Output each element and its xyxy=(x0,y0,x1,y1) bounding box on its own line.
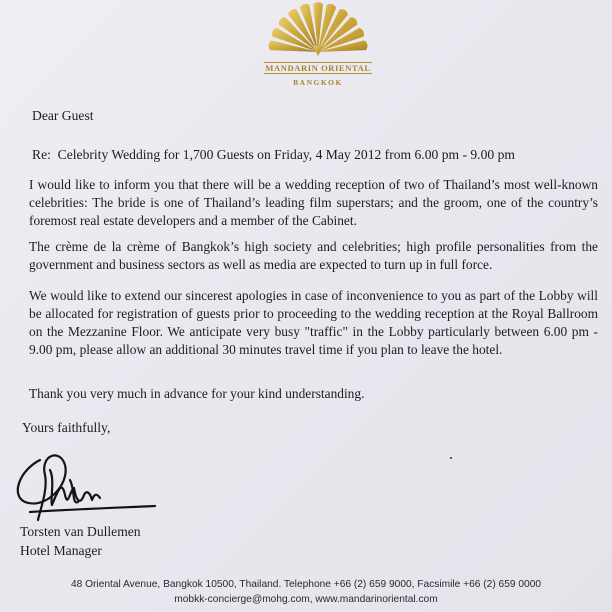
closing: Yours faithfully, xyxy=(22,420,111,435)
paragraph-2: The crème de la crème of Bangkok’s high society and celebrities; high profile personalities from the government and business sectors as well as media are expected to turn up in full force. xyxy=(29,239,598,272)
footer-contact: mobkk-concierge@mohg.com, www.mandarinoriental.com xyxy=(174,594,438,605)
subject-line: Re: Celebrity Wedding for 1,700 Guests on Friday, 4 May 2012 from 6.00 pm - 9.00 pm xyxy=(32,147,515,162)
footer-address: 48 Oriental Avenue, Bangkok 10500, Thailand. Telephone +66 (2) 659 9000, Facsimile +66 (2) 659 0000 xyxy=(70,579,542,590)
signer-name: Torsten van Dullemen xyxy=(20,524,141,539)
brand-name: MANDARIN ORIENTAL xyxy=(265,63,371,73)
paragraph-1: I would like to inform you that there will be a wedding reception of two of Thailand’s most well-known celebrities: The bride is one of Thailand’s leading film superstars; and the groom, one of the country’s foremost real estate developers and a member of the Cabinet. xyxy=(29,177,598,228)
ink-dot xyxy=(450,457,452,459)
signer-title: Hotel Manager xyxy=(20,543,102,558)
fan-icon xyxy=(263,2,373,60)
hotel-logo xyxy=(258,2,378,102)
brand-city: BANGKOK xyxy=(293,78,343,87)
fan-blade xyxy=(313,2,323,52)
salutation: Dear Guest xyxy=(32,108,94,123)
paragraph-4: Thank you very much in advance for your kind understanding. xyxy=(29,386,365,401)
paragraph-3: We would like to extend our sincerest apologies in case of inconvenience to you as part of the Lobby will be allocated for registration of guests prior to proceeding to the wedding reception at the Royal Ballroom on the Mezzanine Floor. We anticipate very busy "traffic" in the Lobby particularly between 6.00 pm - 9.00 pm, please allow an additional 30 minutes travel time if you plan to leave the hotel. xyxy=(29,288,598,357)
